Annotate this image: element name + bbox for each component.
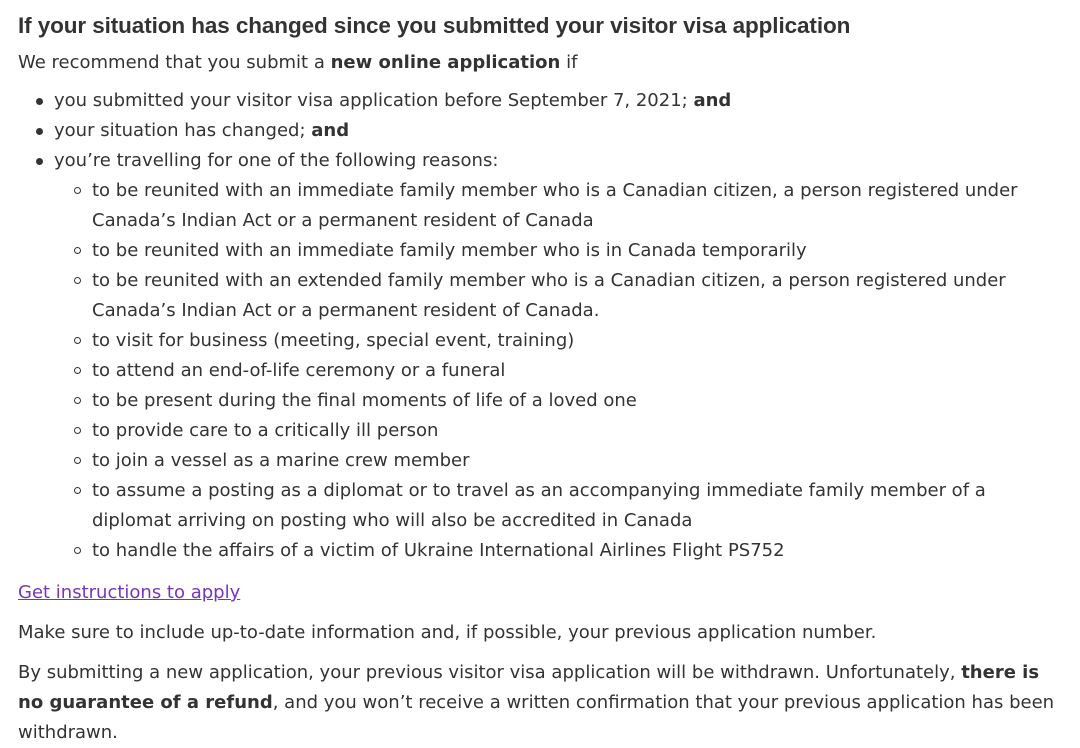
- condition-text: you’re travelling for one of the following reasons:: [54, 150, 499, 171]
- condition-connector: and: [693, 90, 732, 111]
- warning-text-after: , and you won’t receive a written confirmation that your previous application has been withdrawn.: [18, 692, 1055, 743]
- condition-item: [54, 116, 1080, 146]
- reason-item: to be reunited with an immediate family member who is in Canada temporarily: [92, 236, 1080, 266]
- condition-item: [54, 146, 1080, 566]
- intro-emphasis: new online application: [330, 52, 561, 73]
- conditions-list: [18, 86, 1080, 566]
- info-paragraph: Make sure to include up-to-date information and, if possible, your previous application number.: [18, 622, 877, 643]
- condition-text: you submitted your visitor visa application before September 7, 2021;: [54, 90, 694, 111]
- intro-paragraph: [18, 48, 1080, 78]
- intro-text-before: We recommend that you submit a: [18, 52, 331, 73]
- reason-item: to be present during the final moments of life of a loved one: [92, 386, 1080, 416]
- reason-item: to assume a posting as a diplomat or to travel as an accompanying immediate family member of a diplomat arriving on posting who will also be accredited in Canada: [92, 476, 1080, 536]
- reason-item: to visit for business (meeting, special event, training): [92, 326, 1080, 356]
- warning-emphasis: there is no guarantee of a refund: [18, 662, 1040, 713]
- reason-item: to attend an end-of-life ceremony or a funeral: [92, 356, 1080, 386]
- reason-item: to provide care to a critically ill person: [92, 416, 1080, 446]
- get-instructions-link[interactable]: Get instructions to apply: [18, 582, 241, 603]
- condition-text: your situation has changed;: [54, 120, 312, 141]
- warning-text-before: By submitting a new application, your previous visitor visa application will be withdrawn. Unfortunately,: [18, 662, 962, 683]
- reasons-list: [54, 176, 1080, 566]
- condition-connector: and: [311, 120, 350, 141]
- intro-text-after: if: [560, 52, 578, 73]
- reason-item: to be reunited with an immediate family member who is a Canadian citizen, a person registered under Canada’s Indian Act or a permanent resident of Canada: [92, 176, 1080, 236]
- condition-item: [54, 86, 1080, 116]
- withdrawal-warning-paragraph: [18, 658, 1080, 748]
- reason-item: to join a vessel as a marine crew member: [92, 446, 1080, 476]
- reason-item: to be reunited with an extended family member who is a Canadian citizen, a person registered under Canada’s Indian Act or a permanent resident of Canada.: [92, 266, 1080, 326]
- reason-item: to handle the affairs of a victim of Ukraine International Airlines Flight PS752: [92, 536, 1080, 566]
- section-heading: If your situation has changed since you submitted your visitor visa application: [18, 13, 851, 38]
